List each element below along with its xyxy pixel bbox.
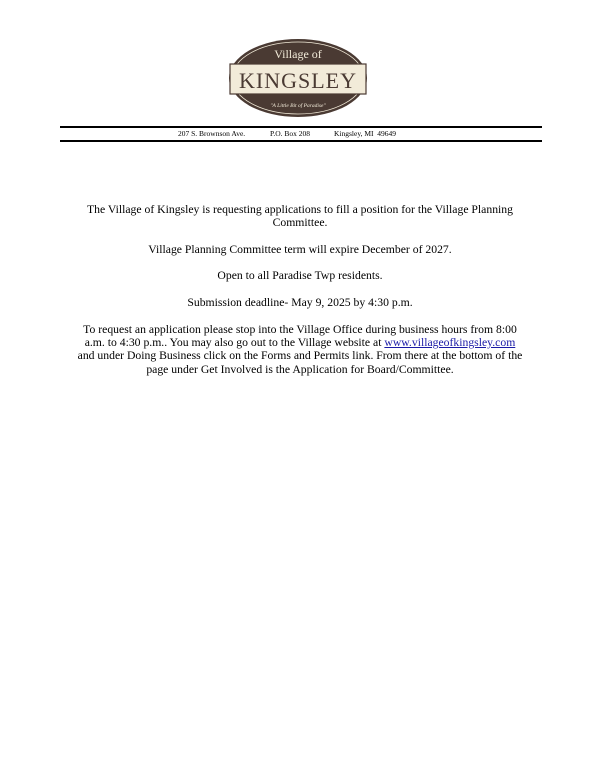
paragraph-deadline: Submission deadline- May 9, 2025 by 4:30 p.m. xyxy=(187,296,413,310)
paragraph-eligibility: Open to all Paradise Twp residents. xyxy=(217,269,383,283)
paragraph-request: The Village of Kingsley is requesting applications to fill a position for the Village Planning Committee. xyxy=(87,203,513,230)
paragraph-term: Village Planning Committee term will expire December of 2027. xyxy=(148,242,452,256)
village-website-link[interactable]: www.villageofkingsley.com xyxy=(384,335,516,349)
logo-tagline: "A Little Bit of Paradise" xyxy=(270,103,326,109)
logo-line1: Village of xyxy=(274,47,322,61)
address-city: Kingsley, MI 49649 xyxy=(334,129,397,138)
instructions-text-start: To request an application please stop into the Village Office during business hours from 8:00 a.m. to 4:30 p.m.. You may also go out to the Village website at xyxy=(83,322,517,349)
instructions-text-end: and under Doing Business click on the Forms and Permits link. From there at the bottom of the page under Get Involved is the Application for Board/Committee. xyxy=(77,349,523,376)
address-po-box: P.O. Box 208 xyxy=(270,129,311,138)
header-rule-top xyxy=(60,126,542,128)
announcement-body xyxy=(76,203,524,389)
logo-name: KINGSLEY xyxy=(239,68,357,93)
paragraph-instructions xyxy=(76,323,524,376)
address-line xyxy=(0,129,600,165)
village-logo xyxy=(228,38,368,118)
address-street: 207 S. Brownson Ave. xyxy=(178,129,246,138)
header-rule-bottom xyxy=(60,140,542,142)
